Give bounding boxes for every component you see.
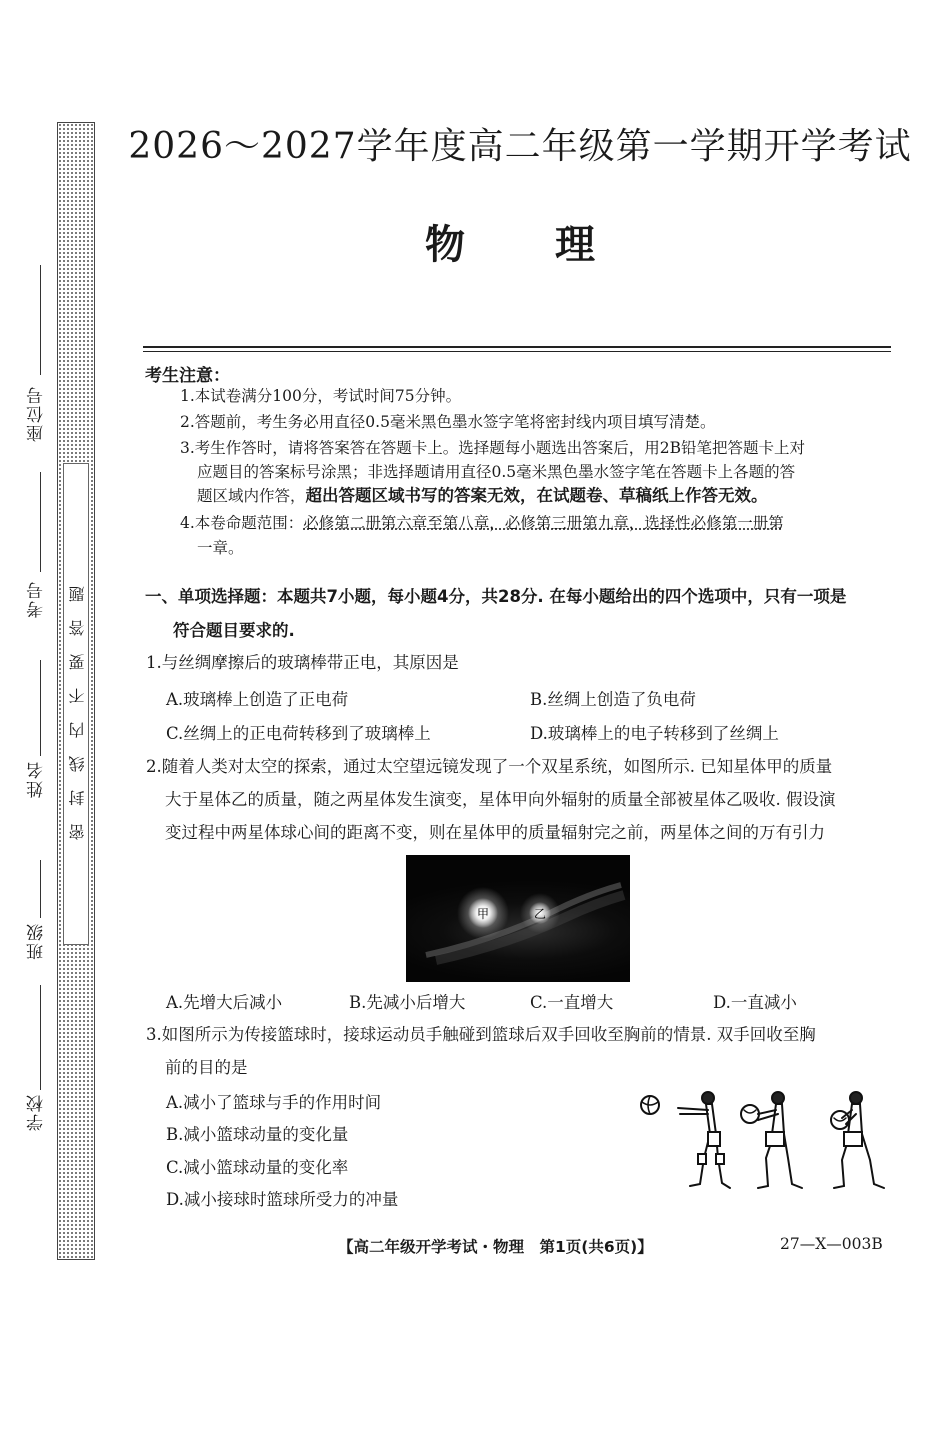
q3-option-a: A.减小了篮球与手的作用时间: [166, 1093, 382, 1112]
q2-option-a: A.先增大后减小: [166, 993, 283, 1012]
paper-code: 27—X—003B: [780, 1235, 883, 1253]
subject-title: 物理: [425, 221, 685, 268]
exam-number-field: [6, 472, 50, 657]
name-label: 姓名: [27, 760, 47, 798]
binding-margin: [0, 0, 55, 1449]
q3-option-b: B.减小篮球动量的变化量: [166, 1125, 349, 1144]
question-2-stem: [146, 750, 894, 849]
q2-line: 变过程中两星体球心间的距离不变，则在星体甲的质量辐射完之前，两星体之间的万有引力: [165, 823, 825, 842]
q3-option-c: C.减小篮球动量的变化率: [166, 1158, 349, 1177]
exam-number-line: [40, 472, 41, 572]
q3-option-d: D.减小接球时篮球所受力的冲量: [166, 1190, 399, 1209]
header-rule: [143, 346, 891, 348]
notice-item: 1.本试卷满分100分，考试时间75分钟。: [180, 387, 462, 405]
school-line: [40, 985, 41, 1090]
q3-line: 3.如图所示为传接篮球时，接球运动员手触碰到篮球后双手回收至胸前的情景. 双手回收至胸: [146, 1025, 816, 1044]
player-figure-1: [678, 1092, 730, 1188]
notice-item: 一章。: [197, 539, 244, 557]
notice-item: 3.考生作答时，请将答案答在答题卡上。选择题每小题选出答案后，用2B铅笔把答题卡上对: [180, 439, 806, 457]
school-field: [6, 985, 50, 1135]
q2-line: 大于星体乙的质量，随之两星体发生演变，星体甲向外辐射的质量全部被星体乙吸收. 假设演: [165, 790, 836, 809]
notice-item-line: [180, 510, 895, 536]
notice-text: 4.本卷命题范围：: [180, 514, 304, 532]
exam-title: 2026～2027学年度高二年级第一学期开学考试: [128, 126, 912, 167]
question-1-stem: 1.与丝绸摩擦后的玻璃棒带正电，其原因是: [146, 653, 459, 672]
q2-option-b: B.先减小后增大: [349, 993, 466, 1012]
player-figure-2: [741, 1092, 802, 1188]
binary-star-illustration: [406, 855, 630, 982]
notice-scope: 必修第二册第六章至第八章，必修第三册第九章，选择性必修第一册第: [303, 514, 784, 532]
notice-item-line: [197, 483, 897, 509]
seat-number-label: 座位号: [27, 385, 47, 442]
q1-option-c: C.丝绸上的正电荷转移到了玻璃棒上: [166, 724, 431, 743]
page-footer: 【高二年级开学考试・物理 第1页(共6页)】: [338, 1238, 653, 1256]
seat-number-line: [40, 265, 41, 375]
notice-text: 题区域内作答，: [197, 487, 306, 505]
q2-line: 2.随着人类对太空的探索，通过太空望远镜发现了一个双星系统，如图所示. 已知星体甲的质量: [146, 757, 833, 776]
q3-line: 前的目的是: [165, 1058, 248, 1077]
notice-item: 应题目的答案标号涂黑；非选择题请用直径0.5毫米黑色墨水签字笔在答题卡上各题的答: [197, 463, 796, 481]
notice-item: 2.答题前，考生务必用直径0.5毫米黑色墨水签字笔将密封线内项目填写清楚。: [180, 413, 716, 431]
q2-option-c: C.一直增大: [530, 993, 614, 1012]
player-figure-3: [831, 1092, 884, 1188]
name-line: [40, 660, 41, 756]
school-label: 学校: [27, 1093, 47, 1131]
section-heading-line: 符合题目要求的.: [173, 621, 295, 640]
basketball-catch-illustration: [638, 1088, 888, 1198]
class-label: 班级: [27, 922, 47, 960]
section-heading-line: 一、单项选择题：本题共7小题，每小题4分，共28分. 在每小题给出的四个选项中，只有一项是: [145, 587, 847, 606]
q2-option-d: D.一直减小: [713, 993, 797, 1012]
basketball-icon: [641, 1096, 659, 1114]
binary-star-image: [406, 855, 630, 982]
seat-number-field: [6, 265, 50, 470]
notice-heading: 考生注意：: [145, 366, 230, 386]
q1-option-a: A.玻璃棒上创造了正电荷: [166, 690, 349, 709]
notice-emphasis: 超出答题区域书写的答案无效，在试题卷、草稿纸上作答无效。: [305, 486, 768, 505]
star-a-label: 甲: [476, 907, 490, 921]
question-3-stem: [146, 1018, 894, 1084]
q1-option-d: D.玻璃棒上的电子转移到了丝绸上: [530, 724, 779, 743]
exam-number-label: 考号: [27, 580, 47, 618]
section-heading: [145, 580, 895, 648]
seal-notice: [63, 463, 89, 945]
class-line: [40, 860, 41, 918]
star-b-label: 乙: [533, 907, 547, 921]
header-rule-thin: [143, 351, 891, 352]
seal-text: 密封线内不要答题: [68, 568, 87, 840]
name-field: [6, 660, 50, 860]
q1-option-b: B.丝绸上创造了负电荷: [530, 690, 696, 709]
